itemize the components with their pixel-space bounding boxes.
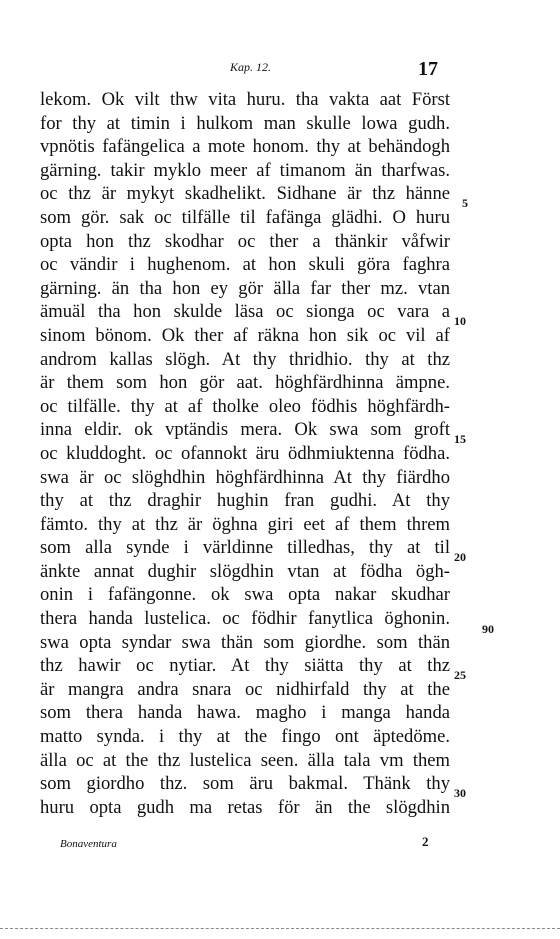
text-line: oc vändir i hughenom. at hon skuli göra faghra	[40, 254, 450, 276]
text-line: gärning. takir myklo meer af timanom än tharfwas.	[40, 159, 450, 181]
text-line: for thy at timin i hulkom man skulle lowa gudh.	[40, 112, 450, 134]
text-line: vpnötis fafängelica a mote honom. thy at behändogh	[40, 136, 450, 158]
text-line: swa opta syndar swa thän som giordhe. som thän	[40, 631, 450, 653]
text-line: opta hon thz skodhar oc ther a thänkir våfwir	[40, 230, 450, 252]
line-number-25: 25	[454, 668, 466, 682]
line-number-15: 15	[454, 432, 466, 446]
text-line: älla oc at the thz lustelica seen. älla tala vm them	[40, 749, 450, 771]
text-line: thz hawir oc nytiar. At thy siätta thy at thz	[40, 655, 450, 677]
text-line: inna eldir. ok vptändis mera. Ok swa som groft	[40, 419, 450, 441]
text-line: oc tilfälle. thy at af tholke oleo födhis höghfärdh-	[40, 395, 450, 417]
text-line: thy at thz draghir hughin fran gudhi. At thy	[40, 490, 450, 512]
text-line: som alla synde i världinne tilledhas, thy at til	[40, 537, 450, 559]
footer-signature-number: 2	[422, 834, 429, 849]
text-line: onin i fafängonne. ok swa opta nakar skudhar	[40, 584, 450, 606]
page-reference-number: 90	[482, 622, 494, 636]
page-number: 17	[418, 58, 438, 80]
text-line: thera handa lustelica. oc födhir fanytlica öghonin.	[40, 608, 450, 630]
footer-signature-name: Bonaventura	[60, 838, 117, 850]
text-line: lekom. Ok vilt thw vita huru. tha vakta aat Först	[40, 89, 450, 110]
line-number-30: 30	[454, 786, 466, 800]
line-number-20: 20	[454, 550, 466, 564]
body-text	[40, 88, 450, 819]
text-line: änkte annat dughir slögdhin vtan at födha ögh-	[40, 560, 450, 582]
text-line: som gör. sak oc tilfälle til fafänga glädhi. O huru	[40, 206, 450, 228]
text-line: matto synda. i thy at the fingo ont äptedöme.	[40, 726, 450, 748]
text-line: fämto. thy at thz är öghna giri eet af them threm	[40, 513, 450, 535]
text-line: oc kluddoght. oc ofannokt äru ödhmiuktenna födha.	[40, 442, 450, 464]
line-number-10: 10	[454, 314, 466, 328]
text-line: som thera handa hawa. magho i manga handa	[40, 702, 450, 724]
text-line: huru opta gudh ma retas för än the slögdhin	[40, 796, 450, 818]
text-line: är mangra andra snara oc nidhirfald thy at the	[40, 678, 450, 700]
text-line: swa är oc slöghdhin höghfärdhinna At thy fiärdho	[40, 466, 450, 488]
text-line: sinom bönom. Ok ther af räkna hon sik oc vil af	[40, 324, 450, 346]
text-line: som giordho thz. som äru bakmal. Thänk thy	[40, 773, 450, 795]
page-edge-divider	[0, 928, 560, 939]
line-number-5: 5	[462, 196, 468, 210]
text-line: androm kallas slögh. At thy thridhio. thy at thz	[40, 348, 450, 370]
text-line: oc thz är mykyt skadhelikt. Sidhane är thz hänne	[40, 183, 450, 205]
text-line: är them som hon gör aat. höghfärdhinna ämpne.	[40, 372, 450, 394]
running-head: Kap. 12.	[230, 60, 272, 74]
text-line: ämuäl tha hon skulde läsa oc sionga oc vara a	[40, 301, 450, 323]
text-line: gärning. än tha hon ey gör älla far ther mz. vtan	[40, 277, 450, 299]
